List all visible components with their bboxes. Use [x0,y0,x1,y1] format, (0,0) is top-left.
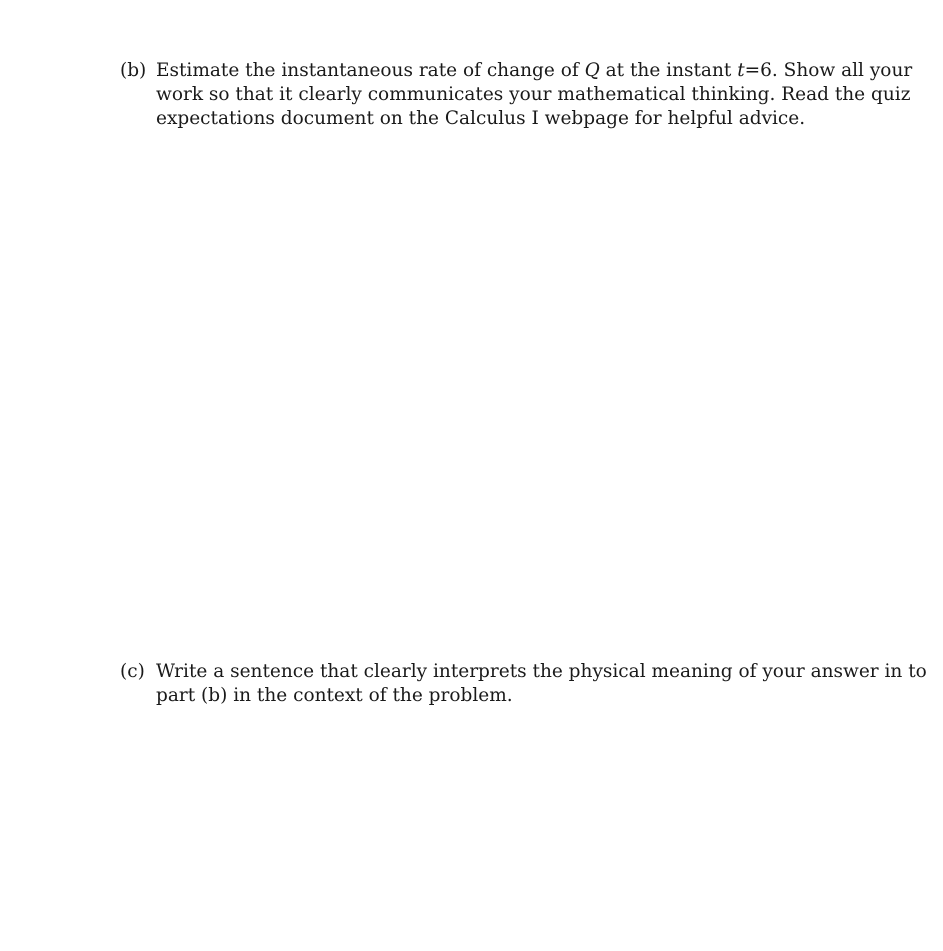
part-b-line-1 [156,59,913,83]
problem-part-b [120,59,913,131]
part-c-text [156,660,927,708]
part-b-line-2: work so that it clearly communicates your mathematical thinking. Read the quiz [156,84,911,105]
part-c-line-2: part (b) in the context of the problem. [156,685,513,706]
part-b-line-3: expectations document on the Calculus I webpage for helpful advice. [156,108,806,129]
variable-t: t [737,60,745,81]
part-c-label: (c) [120,661,145,682]
part-b-text [156,59,913,131]
variable-q: Q [584,60,600,81]
part-b-label: (b) [120,60,147,81]
part-b-line-1-pre: Estimate the instantaneous rate of change of [156,60,585,81]
part-b-line-1-mid: at the instant [599,60,738,81]
problem-part-c [120,660,927,708]
part-b-line-1-post: =6. Show all your [744,60,913,81]
part-c-line-1: Write a sentence that clearly interprets the physical meaning of your answer in to [156,661,927,682]
